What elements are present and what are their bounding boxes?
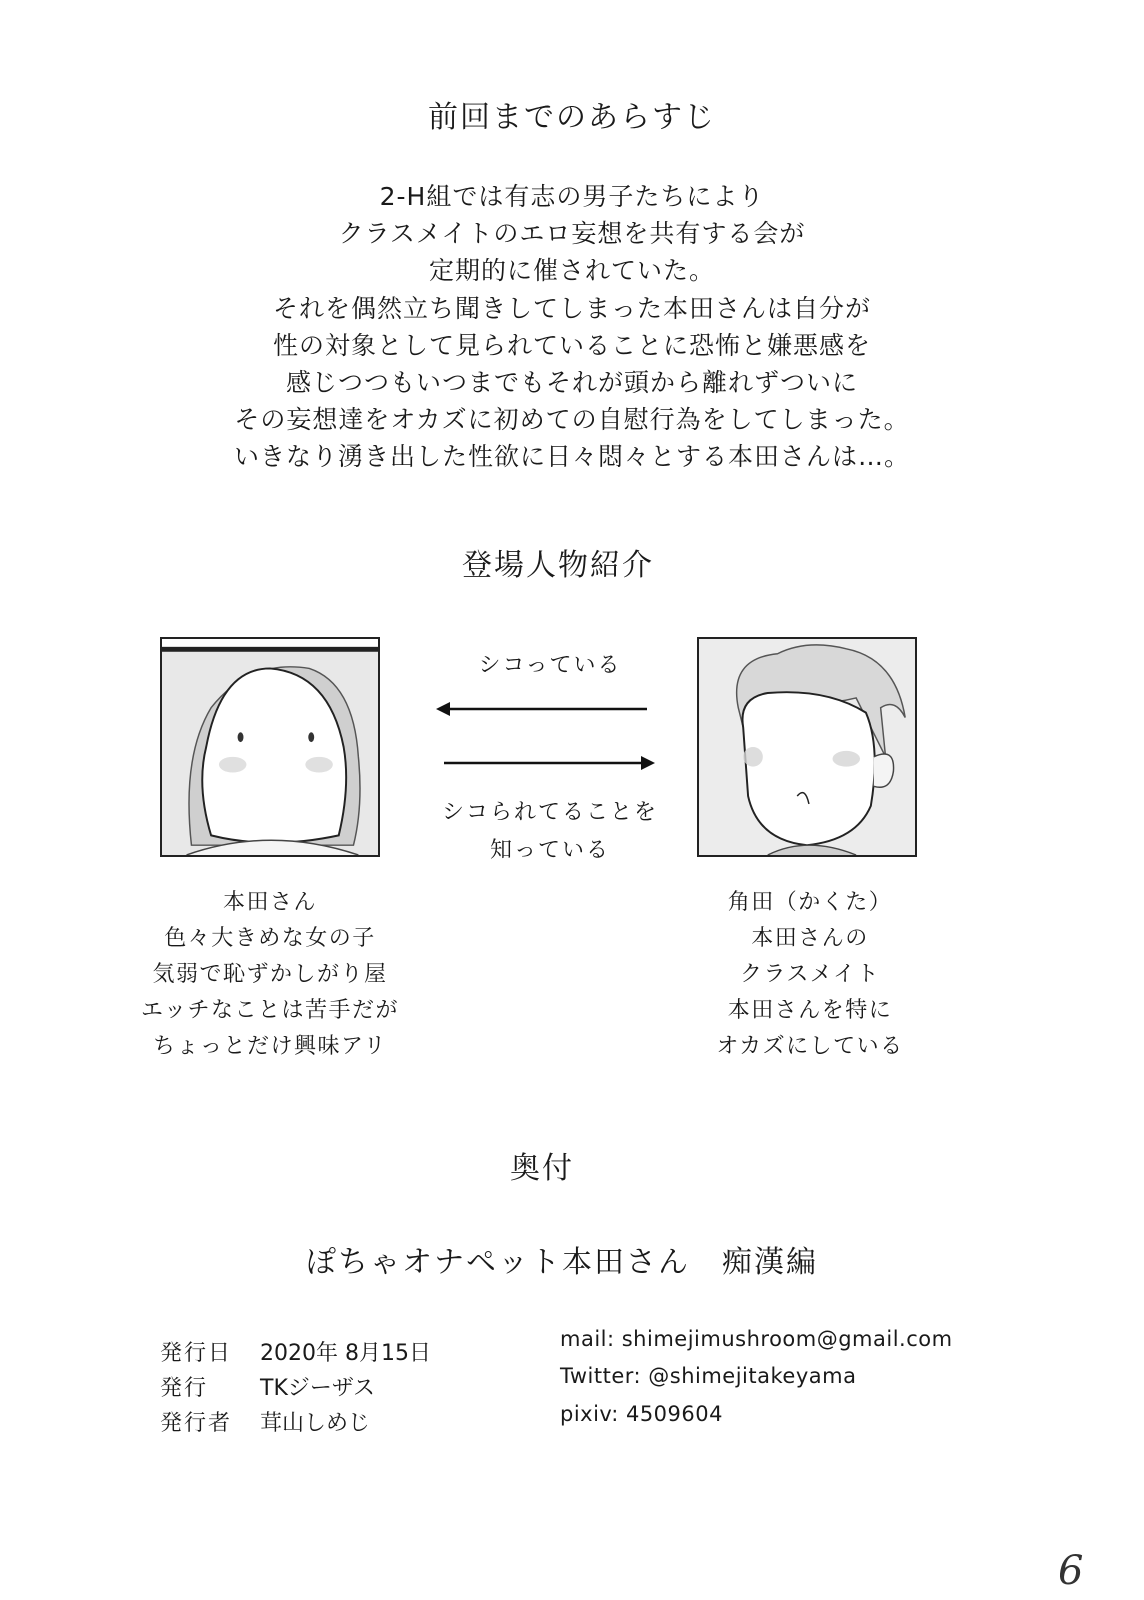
relation-bottom-label-2: 知っている — [489, 838, 610, 863]
character-desc-line: 本田さんを特に — [727, 998, 893, 1023]
arrow-left-icon — [436, 699, 648, 719]
colophon-row-author — [160, 1406, 370, 1437]
boy-face-illustration — [699, 639, 915, 855]
girl-face-illustration — [162, 639, 378, 855]
character-desc-line: クラスメイト — [740, 962, 880, 987]
colophon-title: 奥付 — [510, 1151, 574, 1186]
book-title: ぽちゃオナペット本田さん 痴漢編 — [306, 1245, 818, 1280]
colophon-value: 2020年 8月15日 — [260, 1341, 431, 1366]
character-name: 角田（かくた） — [727, 890, 893, 915]
synopsis-line: 感じつつもいつまでもそれが頭から離れずついに — [285, 368, 858, 398]
synopsis-line: その妄想達をオカズに初めての自慰行為をしてしまった。 — [234, 405, 910, 435]
relation-bottom-label-1: シコられてることを — [441, 800, 658, 825]
arrow-right-icon — [444, 753, 656, 773]
synopsis-title: 前回までのあらすじ — [428, 100, 716, 135]
character-name: 本田さん — [222, 890, 317, 915]
page-number: 6 — [1058, 1548, 1084, 1594]
colophon-key: 発行 — [160, 1376, 209, 1401]
character-desc-line: 本田さんの — [751, 926, 869, 951]
character-desc-line: エッチなことは苦手だが — [140, 998, 400, 1023]
kakuta-profile — [660, 885, 960, 1065]
character-desc-line: オカズにしている — [716, 1034, 904, 1059]
colophon-value: TKジーザス — [260, 1376, 375, 1401]
contact-twitter: Twitter: @shimejitakeyama — [560, 1364, 857, 1388]
honda-portrait — [160, 637, 380, 857]
relation-top-label: シコっている — [478, 653, 622, 678]
colophon-row-date — [160, 1336, 431, 1367]
contact-mail: mail: shimejimushroom@gmail.com — [560, 1327, 953, 1351]
colophon-key: 発行者 — [160, 1411, 233, 1436]
kakuta-portrait — [697, 637, 917, 857]
honda-profile — [120, 885, 420, 1065]
character-desc-line: 色々大きめな女の子 — [164, 926, 376, 951]
characters-title: 登場人物紹介 — [462, 548, 654, 583]
colophon-row-publisher — [160, 1371, 375, 1402]
synopsis-line: クラスメイトのエロ妄想を共有する会が — [338, 219, 806, 249]
synopsis-line: それを偶然立ち聞きしてしまった本田さんは自分が — [272, 293, 871, 323]
synopsis-line: 性の対象として見られていることに恐怖と嫌悪感を — [272, 330, 871, 360]
contact-pixiv: pixiv: 4509604 — [560, 1402, 723, 1426]
character-desc-line: ちょっとだけ興味アリ — [152, 1034, 388, 1059]
colophon-key: 発行日 — [160, 1341, 233, 1366]
synopsis-line: いきなり湧き出した性欲に日々悶々とする本田さんは…。 — [233, 442, 910, 472]
synopsis-text — [0, 178, 1144, 476]
character-desc-line: 気弱で恥ずかしがり屋 — [152, 962, 388, 987]
colophon-value: 茸山しめじ — [260, 1411, 371, 1436]
synopsis-line: 定期的に催されていた。 — [428, 256, 715, 286]
synopsis-line: 2-H組では有志の男子たちにより — [379, 182, 765, 211]
